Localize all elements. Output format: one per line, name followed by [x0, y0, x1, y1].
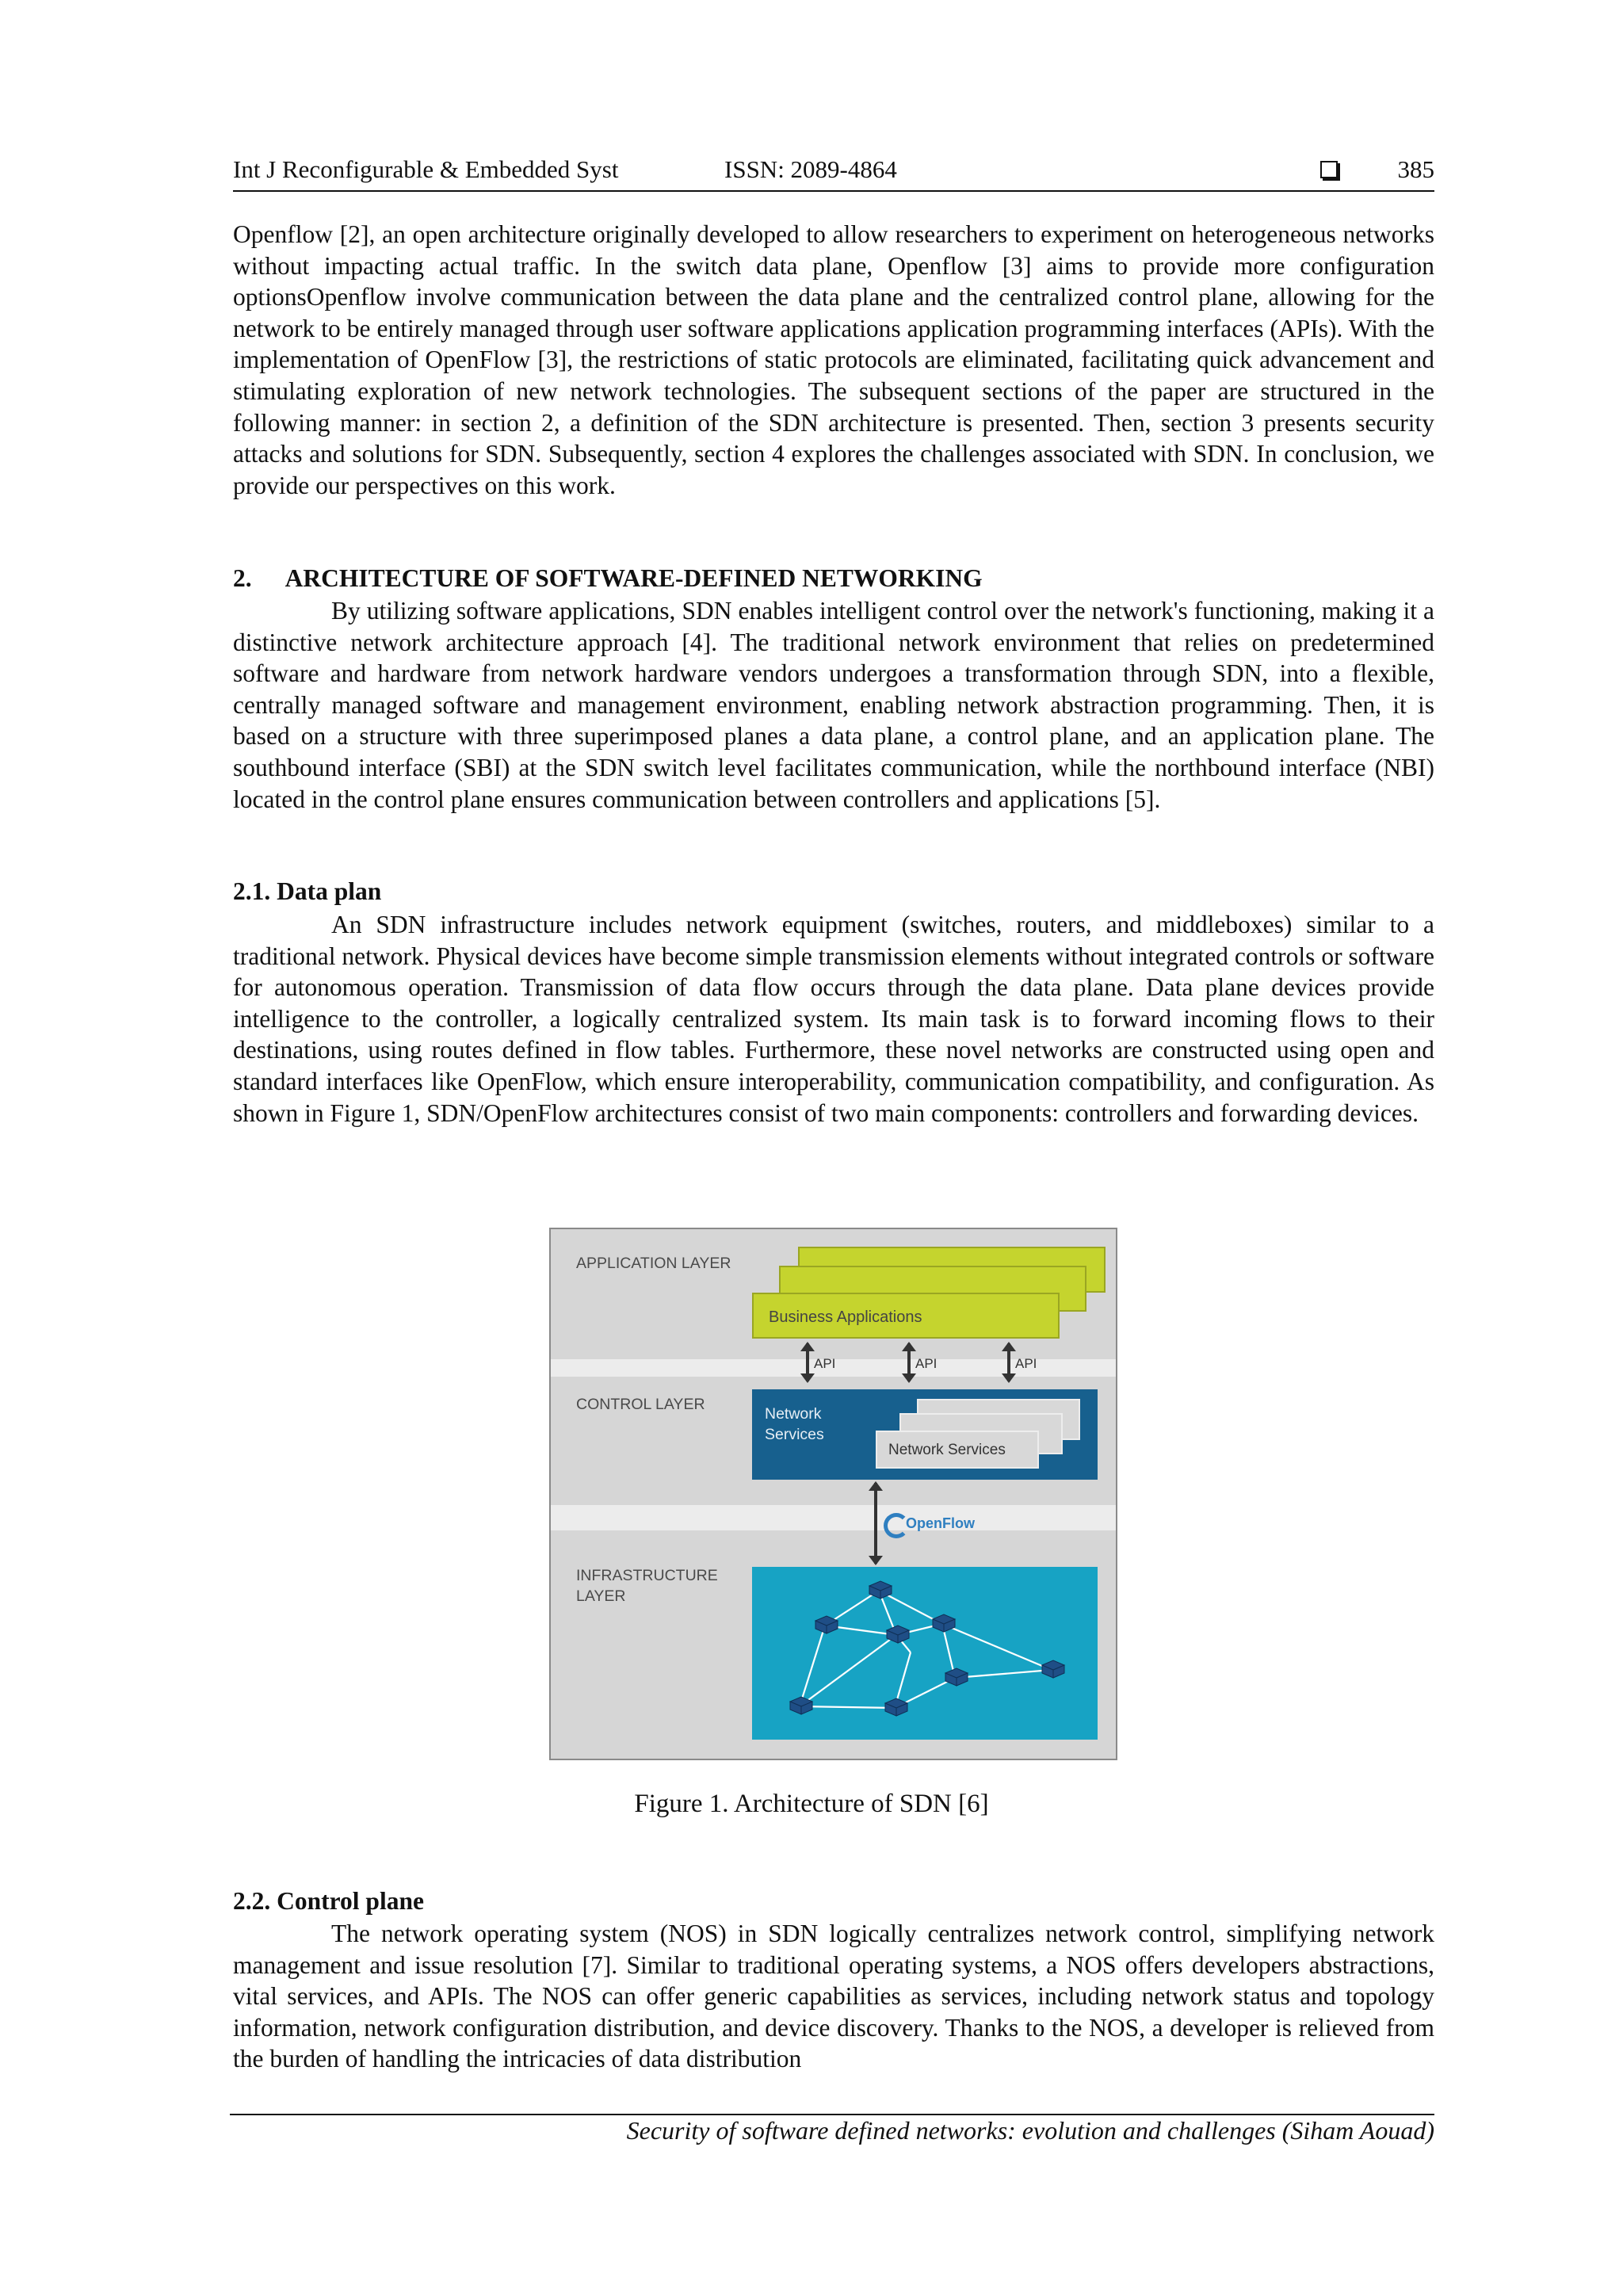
figure-caption: Figure 1. Architecture of SDN [6] [634, 1790, 989, 1818]
api-arrow [907, 1343, 911, 1381]
api-label: API [1015, 1356, 1037, 1371]
openflow-label: OpenFlow [906, 1515, 975, 1531]
control-layer-label: CONTROL LAYER [576, 1396, 705, 1413]
business-applications-label: Business Applications [769, 1308, 922, 1326]
sdn-architecture-figure [549, 1228, 1117, 1760]
infrastructure-network-panel [752, 1567, 1098, 1740]
openflow-arrow [874, 1483, 877, 1564]
running-footer: Security of software defined networks: evolution and challenges (Siham Aouad) [626, 2116, 1434, 2145]
section-2-2-heading: 2.2. Control plane [233, 1887, 424, 1915]
switch-network-diagram [752, 1567, 1098, 1740]
api-label: API [814, 1356, 836, 1371]
page-number: 385 [1397, 155, 1434, 183]
network-services-panel-label: Network Services [765, 1405, 824, 1443]
section-2-1-paragraph: An SDN infrastructure includes network equipment (switches, routers, and middleboxes) similar to a traditional network. Physical devices have become simple transmission elements without integrated controls or software for autonomous operation. Transmission of data flow occurs through the data plane. Data plane devices provide intelligence to the controller, a logically centralized system. Its main task is to forward incoming flows to their destinations, using routes defined in flow tables. Furthermore, these novel networks are constructed using open and standard interfaces like OpenFlow, which ensure interoperability, communication compatibility, and configuration. As shown in Figure 1, SDN/OpenFlow architectures consist of two main components: controllers and forwarding devices. [233, 911, 1434, 1127]
footer-rule [230, 2114, 1434, 2115]
journal-name: Int J Reconfigurable & Embedded Syst [233, 155, 619, 183]
section-2-2-paragraph: The network operating system (NOS) in SDN logically centralizes network control, simplifying network management and issue resolution [7]. Similar to traditional operating systems, a NOS offers developers abstractions, vital services, and APIs. The NOS can offer generic capabilities as services, including network status and topology information, network configuration distribution, and device discovery. Thanks to the NOS, a developer is relieved from the burden of handling the intricacies of data distribution [233, 1920, 1434, 2073]
network-services-card-label: Network Services [888, 1442, 1006, 1458]
header-rule [233, 190, 1434, 192]
network-switches [790, 1581, 1064, 1716]
issn: ISSN: 2089-4864 [724, 155, 897, 183]
api-arrow [806, 1343, 809, 1381]
network-links [800, 1591, 1052, 1708]
application-layer-label: APPLICATION LAYER [576, 1255, 731, 1272]
intro-paragraph: Openflow [2], an open architecture originally developed to allow researchers to experiment on heterogeneous networks without impacting actual traffic. In the switch data plane, Openflow [3] aims to provide more configuration optionsOpenflow involve communication between the data plane and the centralized control plane, allowing for the network to be entirely managed through user software applications application programming interfaces (APIs). With the implementation of OpenFlow [3], the restrictions of static protocols are eliminated, facilitating quick advancement and stimulating exploration of new network technologies. The subsequent sections of the paper are structured in the following manner: in section 2, a definition of the SDN architecture is presented. Then, section 3 presents security attacks and solutions for SDN. Subsequently, section 4 explores the challenges associated with SDN. In conclusion, we provide our perspectives on this work. [233, 220, 1434, 499]
checkbox-bullet-icon [1320, 161, 1338, 178]
running-header [233, 155, 1434, 190]
section-2-1-heading: 2.1. Data plan [233, 877, 382, 905]
infrastructure-layer-label: INFRASTRUCTURE LAYER [576, 1567, 718, 1605]
section-2-paragraph: By utilizing software applications, SDN enables intelligent control over the network's functioning, making it a distinctive network architecture approach [4]. The traditional network environment that relies on predetermined software and hardware from network hardware vendors undergoes a transformation through SDN, into a flexible, centrally managed software and management environment, enabling network abstraction programming. Then, it is based on a structure with three superimposed planes a data plane, a control plane, and an application plane. The southbound interface (SBI) at the SDN switch level facilitates communication, while the northbound interface (NBI) located in the control plane ensures communication between controllers and applications [5]. [233, 597, 1434, 813]
section-2-number: 2. [233, 564, 252, 592]
section-2-title: ARCHITECTURE OF SOFTWARE-DEFINED NETWORKING [285, 564, 983, 592]
api-arrow [1007, 1343, 1010, 1381]
section-2-heading [233, 564, 983, 593]
layer-separator [551, 1505, 1116, 1530]
api-label: API [915, 1356, 938, 1371]
